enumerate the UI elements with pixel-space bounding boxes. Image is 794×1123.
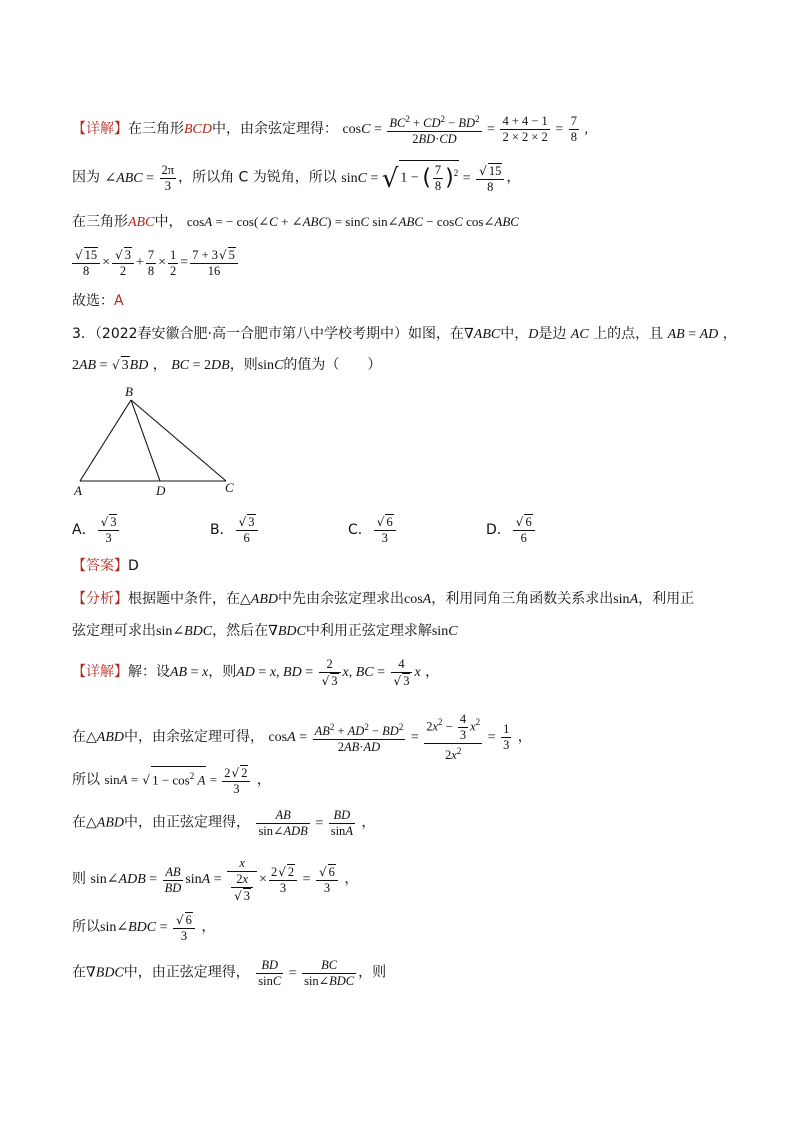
label-b: B <box>125 384 133 399</box>
solution-line-1: 【详解】解：设AB = x，则AD = x, BD = $\frac{2}{√ 3}$ x, BC = $\frac{4}{√ 3}$ x ， <box>72 657 440 688</box>
sin-c-formula: sinC = √ 1 − ( $\frac{7}{8}$ )$^2$ = $\frac{√ 15}{8}$ <box>341 171 506 186</box>
detail-line-4: $\frac{√ 15}{8}$ × $\frac{√ 3}{2}$ + $\frac{7}{8}$ × $\frac{1}{2}$ = $\frac{7 + 3√ 5}{16}$ <box>70 247 240 279</box>
solution-line-4: 在△ABD中，由正弦定理得， $\frac{AB}{\text{sin∠ADB}}$ = $\frac{BD}{\sin A}$ ， <box>72 808 376 838</box>
detail-tag: 【详解】 <box>72 120 128 137</box>
option-d[interactable]: D． $\frac{√ 6}{6}$ <box>486 514 537 546</box>
analysis-tag: 【分析】 <box>72 591 128 607</box>
option-a[interactable]: A． $\frac{√ 3}{3}$ <box>72 514 121 546</box>
solution-line-7: 在∇BDC中，由正弦定理得， $\frac{BD}{\sin C}$ = $\frac{BC}{\text{sin∠BDC}}$ ，则 <box>72 958 387 988</box>
analysis-line-1: 【分析】根据题中条件，在△ABD中先由余弦定理求出cosA，利用同角三角函数关系求出sinA，利用正 <box>72 591 695 607</box>
cos-a-formula: cosA = − cos(∠C + ∠ABC) = sinC sin∠ABC − cosC cos∠ABC <box>186 214 519 229</box>
cosine-law-formula: cosC = $\frac{BC^2 + CD^2 - BD^2}{2BD\cdot CD}$ = $\frac{4 + 4 - 1}{2 \times 2 \times 2}$ = $\frac{7}{8}$ , <box>342 114 588 147</box>
solution-line-2: 在△ABD中，由余弦定理可得， cosA = $\frac{AB^2 + AD^2 - BD^2}{2AB\cdot AD}$ = $2x^2$ − $\frac{4}{3}$ $x^2$ $2x^2$ = $\frac{1}{3}$ ， <box>72 712 532 763</box>
option-c[interactable]: C． $\frac{√ 6}{3}$ <box>348 514 398 546</box>
label-d: D <box>156 483 166 498</box>
solution-line-5: 则 sin∠ADB = $\frac{AB}{BD}$ sinA = $\frac{x}{\frac{2x}{√ 3}}$ × $\frac{2√ 2}{3}$ = $\frac{√ 6}{3}$ ， <box>72 856 359 903</box>
detail-line-3: 在三角形ABC中， cosA = − cos(∠C + ∠ABC) = sinC sin∠ABC − cosC cos∠ABC <box>72 214 519 230</box>
label-a: A <box>74 483 82 498</box>
triangle-figure <box>68 384 248 502</box>
label-c: C <box>225 480 234 495</box>
option-b[interactable]: B． $\frac{√ 3}{6}$ <box>210 514 260 546</box>
detail-line-1: 【详解】在三角形BCD中，由余弦定理得： cosC = $\frac{BC^2 + CD^2 - BD^2}{2BD\cdot CD}$ = $\frac{4 + 4 - 1}{2 \times 2 \times 2}$ = $\frac{7}{8}$ , <box>72 114 588 147</box>
answer-value: D <box>128 558 139 574</box>
solution-line-3: 所以 sinA = √ $1 - \cos^2 A$ = $\frac{2√ 2}{3}$ ， <box>72 766 271 796</box>
detail-line-2: 因为 ∠ABC = $\frac{2\pi}{3}$ ，所以角 C 为锐角，所以 sinC = √ 1 − ( $\frac{7}{8}$ )$^2$ = $\frac{√ 15}{8}$ ， <box>72 160 520 195</box>
answer-line <box>72 557 139 575</box>
analysis-line-2: 弦定理可求出sin∠BDC，然后在∇BDC中利用正弦定理求解sinC <box>72 623 458 639</box>
question-3-line-1: 3．（2022春安徽合肥·高一合肥市第八中学校考期中）如图，在∇ABC中，D是边 AC 上的点，且 AB = AD ， <box>72 326 737 342</box>
choice-line: 故选：A <box>72 293 124 309</box>
answer-tag: 【答案】 <box>72 558 128 574</box>
solution-line-6: 所以sin∠BDC = $\frac{√ 6}{3}$ ， <box>72 913 216 943</box>
question-3-line-2: 2AB = √ 3BD ， BC = 2DB，则sinC的值为（ ） <box>72 357 382 373</box>
